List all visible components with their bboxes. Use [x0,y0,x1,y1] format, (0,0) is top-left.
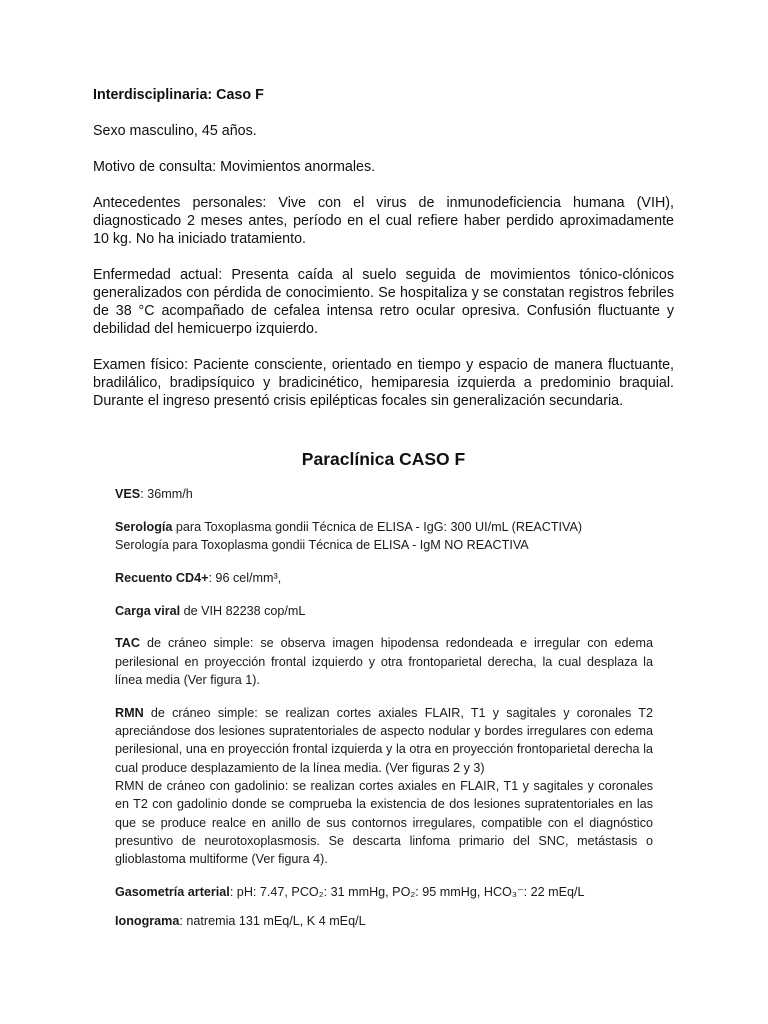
cd4-result [115,569,653,587]
blood-gas-result [115,883,653,901]
serology-igg-text: para Toxoplasma gondii Técnica de ELISA - IgG: 300 UI/mL (REACTIVA) [172,519,583,534]
paraclinica-title: Paraclínica CASO F [301,449,466,469]
tac-label: TAC [115,636,140,651]
rmn-gadolinio-text: RMN de cráneo con gadolinio: se realizan cortes axiales en FLAIR, T1 y sagitales y coronales en T2 con gadolinio donde se comprueba la existencia de dos lesiones supratentoriales en las que se produce realce en anillo de sus contornos irregulares, compatible con el diagnóstico presuntivo de neurotoxoplasmosis. Se descarta linfoma primario del SNC, metástasis o glioblastoma multiforme (Ver figura 4). [115,779,653,867]
case-title: Interdisciplinaria: Caso F [93,87,264,103]
cd4-value: : 96 cel/mm³, [208,570,282,585]
tac-text: de cráneo simple: se observa imagen hipodensa redondeada e irregular con edema perilesional en proyección frontal izquierdo y otra frontoparietal derecha, la cual desplaza la línea media (Ver figura 1). [115,636,653,688]
ionogram-label: Ionograma [115,914,180,929]
personal-history: Antecedentes personales: Vive con el virus de inmunodeficiencia humana (VIH), diagnosticado 2 meses antes, período en el cual refiere haber perdido aproximadamente 10 kg. No ha iniciado tratamiento. [93,195,674,247]
blood-gas-value: : pH: 7.47, PCO₂: 31 mmHg, PO₂: 95 mmHg, HCO₃⁻: 22 mEq/L [229,885,585,900]
tac-result [115,634,653,689]
blood-gas-label: Gasometría arterial [115,885,230,900]
ves-label: VES [115,487,141,501]
ionogram-value: : natremia 131 mEq/L, K 4 mEq/L [179,914,366,929]
patient-info: Sexo masculino, 45 años. [93,123,257,139]
ves-result [115,485,653,503]
viral-load-label: Carga viral [115,603,181,618]
ves-value: : 36mm/h [140,487,193,501]
physical-exam: Examen físico: Paciente consciente, orientado en tiempo y espacio de manera fluctuante, bradilálico, bradipsíquico y bradicinético, hemiparesia izquierda a predominio braquial. Durante el ingreso presentó crisis epilépticas focales sin generalización secundaria. [93,357,674,409]
rmn-result [115,704,653,869]
serology-igg-line [115,518,653,536]
rmn-text: de cráneo simple: se realizan cortes axiales FLAIR, T1 y sagitales y coronales T2 apreciándose dos lesiones supratentoriales de aspecto nodular y bordes irregulares con edema perilesional, una en proyección frontal izquierda y la otra en proyección frontoparietal derecha la cual produce desplazamiento de la línea media. (Ver figuras 2 y 3) [115,705,653,775]
rmn-label: RMN [115,705,144,720]
case-description [93,86,674,428]
serology-result [115,518,653,555]
viral-load-value: de VIH 82238 cop/mL [180,603,306,618]
consultation-reason: Motivo de consulta: Movimientos anormales. [93,159,376,175]
serology-igm-line: Serología para Toxoplasma gondii Técnica de ELISA - IgM NO REACTIVA [115,538,529,553]
viral-load-result [115,602,653,620]
serology-label: Serología [115,519,173,534]
paraclinica-section [115,485,653,945]
ionogram-result [115,912,653,930]
cd4-label: Recuento CD4+ [115,570,209,585]
current-illness: Enfermedad actual: Presenta caída al suelo seguida de movimientos tónico-clónicos generalizados con pérdida de conocimiento. Se hospitaliza y se constatan registros febriles de 38 °C acompañado de cefalea intensa retro ocular opresiva. Confusión fluctuante y debilidad del hemicuerpo izquierdo. [93,267,674,337]
